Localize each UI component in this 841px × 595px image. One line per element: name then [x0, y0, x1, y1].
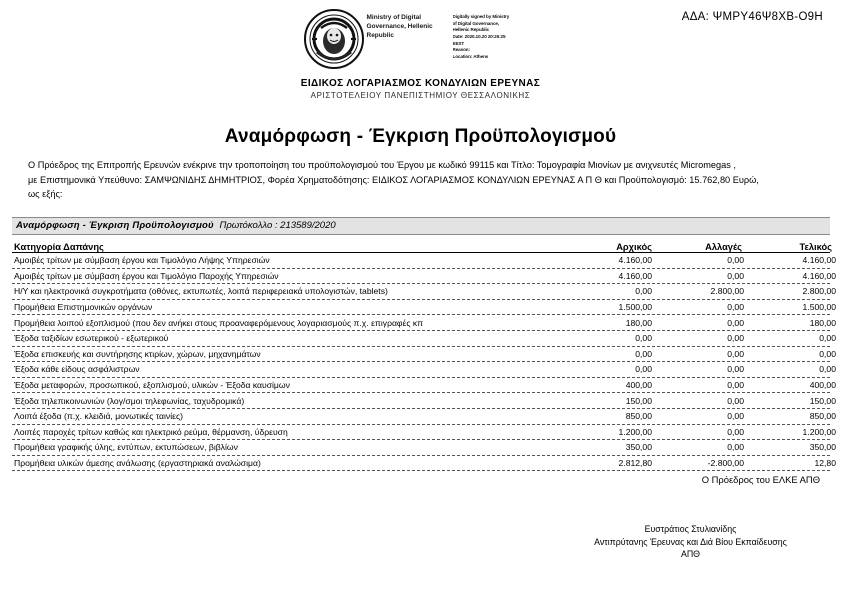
signer-role: Αντιπρύτανης Έρευνας και Διά Βίου Εκπαίδευσης	[594, 536, 787, 547]
stamp-detail-line: Digitally signed by Ministry	[452, 14, 510, 19]
cell-final: 4.160,00	[802, 255, 836, 266]
column-header-changes: Αλλαγές	[705, 242, 742, 252]
stamp-detail-line: Hellenic Republic	[452, 27, 490, 33]
table-row	[12, 347, 836, 363]
cell-initial: 400,00	[625, 380, 652, 391]
signature-block	[0, 523, 841, 561]
column-header-final: Τελικός	[799, 242, 832, 252]
cell-changes: 0,00	[727, 255, 744, 266]
cell-initial: 2.812,80	[618, 458, 652, 469]
cell-final: 12,80	[814, 458, 836, 469]
cell-category: Λοιπά έξοδα (π.χ. κλειδιά, μονωτικές ταινίες)	[14, 411, 183, 422]
table-row	[12, 284, 836, 300]
cell-final: 1.500,00	[802, 302, 836, 313]
table-row	[12, 331, 836, 347]
cell-initial: 850,00	[625, 411, 652, 422]
table-row	[12, 409, 836, 425]
cell-initial: 350,00	[625, 442, 652, 453]
organization-subtitle: ΑΡΙΣΤΟΤΕΛΕΙΟΥ ΠΑΝΕΠΙΣΤΗΜΙΟΥ ΘΕΣΣΑΛΟΝΙΚΗΣ	[310, 91, 531, 100]
table-row	[12, 269, 836, 285]
digital-signature-stamp	[365, 8, 539, 61]
intro-line-3: ως εξής:	[28, 189, 63, 200]
table-column-headers	[12, 235, 830, 253]
column-header-initial: Αρχικός	[616, 242, 652, 252]
president-label: Ο Πρόεδρος του ΕΛΚΕ ΑΠΘ	[701, 474, 820, 485]
cell-changes: -2.800,00	[707, 458, 744, 469]
cell-changes: 0,00	[727, 302, 744, 313]
cell-final: 0,00	[819, 348, 836, 359]
cell-category: Έξοδα μεταφορών, προσωπικού, εξοπλισμού, υλικών - Έξοδα καυσίμων	[14, 380, 290, 391]
cell-initial: 150,00	[625, 395, 652, 406]
cell-category: Αμοιβές τρίτων με σύμβαση έργου και Τιμολόγιο Λήψης Υπηρεσιών	[14, 255, 270, 266]
cell-final: 0,00	[819, 333, 836, 344]
table-band-protocol: Πρωτόκολλο : 213589/2020	[219, 220, 336, 231]
table-band-header	[12, 217, 830, 235]
stamp-detail-line: of Digital Governance,	[452, 20, 500, 26]
cell-final: 1.200,00	[802, 426, 836, 437]
stamp-detail-line: Date: 2020.10.20 20:26:25	[452, 33, 506, 39]
cell-category: Προμήθεια Επιστημονικών οργάνων	[14, 302, 153, 313]
cell-initial: 0,00	[635, 364, 652, 375]
cell-category: Έξοδα ταξιδίων εσωτερικού - εξωτερικού	[14, 333, 169, 344]
cell-changes: 0,00	[727, 317, 744, 328]
cell-category: Αμοιβές τρίτων με σύμβαση έργου και Τιμολόγιο Παροχής Υπηρεσιών	[14, 270, 279, 281]
intro-line-2: με Επιστημονικά Υπεύθυνο: ΣΑΜΨΩΝΙΔΗΣ ΔΗΜΗΤΡΙΟΣ, Φορέα Χρηματοδότησης: ΕΙΔΙΚΟΣ ΛΟΓΑΡΙΑΣΜΟΣ ΚΟΝΔΥΛΙΩΝ ΕΡΕΥΝΑΣ Α Π Θ και Προϋπολογισμό: 15.762,80 Ευρώ,	[28, 174, 759, 185]
cell-final: 850,00	[809, 411, 836, 422]
cell-category: Προμήθεια γραφικής ύλης, εντύπων, εκτυπώσεων, βιβλίων	[14, 442, 238, 453]
cell-initial: 4.160,00	[618, 270, 652, 281]
cell-final: 180,00	[809, 317, 836, 328]
cell-changes: 0,00	[727, 348, 744, 359]
cell-category: Έξοδα επισκευής και συντήρησης κτιρίων, χώρων, μηχανημάτων	[14, 348, 261, 359]
table-row	[12, 362, 836, 378]
organization-name: ΕΙΔΙΚΟΣ ΛΟΓΑΡΙΑΣΜΟΣ ΚΟΝΔΥΛΙΩΝ ΕΡΕΥΝΑΣ	[300, 78, 541, 89]
cell-initial: 0,00	[635, 286, 652, 297]
stamp-signature-details	[453, 14, 539, 61]
hellenic-republic-emblem-icon	[303, 8, 365, 70]
cell-final: 4.160,00	[802, 270, 836, 281]
cell-initial: 1.500,00	[618, 302, 652, 313]
cell-changes: 0,00	[727, 426, 744, 437]
cell-changes: 0,00	[727, 442, 744, 453]
cell-final: 2.800,00	[802, 286, 836, 297]
cell-initial: 180,00	[625, 317, 652, 328]
stamp-authority-name: Ministry of Digital Governance, Hellenic Republic	[366, 14, 433, 39]
table-row	[12, 315, 836, 331]
stamp-detail-line: Location: Athens	[452, 53, 489, 59]
stamp-detail-line: Reason:	[452, 47, 470, 53]
ada-code: ΑΔΑ: ΨΜΡΥ46Ψ8ΧΒ-Ο9Η	[681, 11, 823, 23]
cell-changes: 2.800,00	[710, 286, 744, 297]
table-band-title: Αναμόρφωση - Έγκριση Προϋπολογισμού	[16, 220, 214, 231]
table-row	[12, 440, 836, 456]
column-header-category: Κατηγορία Δαπάνης	[14, 242, 104, 252]
table-row	[12, 393, 836, 409]
budget-table	[12, 217, 836, 471]
cell-initial: 0,00	[635, 333, 652, 344]
cell-final: 400,00	[809, 380, 836, 391]
table-row	[12, 253, 836, 269]
table-row	[12, 425, 836, 441]
cell-category: Η/Υ και ηλεκτρονικά συγκροτήματα (οθόνες, εκτυπωτές, λοιπά περιφερειακά υπολογιστών, tablets)	[14, 286, 388, 297]
cell-changes: 0,00	[727, 380, 744, 391]
cell-category: Λοιπές παροχές τρίτων καθώς και ηλεκτρικό ρεύμα, θέρμανση, ύδρευση	[14, 426, 288, 437]
signer-institution: ΑΠΘ	[680, 549, 701, 560]
cell-final: 150,00	[809, 395, 836, 406]
intro-paragraph	[28, 158, 818, 202]
cell-changes: 0,00	[727, 411, 744, 422]
cell-changes: 0,00	[727, 333, 744, 344]
cell-category: Προμήθεια λοιπού εξοπλισμού (που δεν ανήκει στους προαναφερόμενους λογαριασμούς π.χ. επιγραφές κπ	[14, 317, 424, 328]
emblem-row	[0, 8, 841, 76]
cell-category: Έξοδα τηλεπικοινωνιών (λογ/σμοι τηλεφωνίας, ταχυδρομικά)	[14, 395, 245, 406]
table-row	[12, 378, 836, 394]
signer-name: Ευστράτιος Στυλιανίδης	[644, 524, 737, 534]
cell-changes: 0,00	[727, 364, 744, 375]
cell-changes: 0,00	[727, 270, 744, 281]
intro-line-1: Ο Πρόεδρος της Επιτροπής Ερευνών ενέκρινε την τροποποίηση του προϋπολογισμού του Έργου με κωδικό 99115 και Τίτλο: Τομογραφία Μιονίων με ανιχνευτές Micromegas ,	[28, 160, 736, 170]
cell-initial: 0,00	[635, 348, 652, 359]
page-title: Αναμόρφωση - Έγκριση Προϋπολογισμού	[224, 126, 617, 147]
cell-changes: 0,00	[727, 395, 744, 406]
cell-category: Έξοδα κάθε είδους ασφάλιστρων	[14, 364, 140, 375]
cell-initial: 1.200,00	[618, 426, 652, 437]
table-row	[12, 456, 836, 472]
cell-category: Προμήθεια υλικών άμεσης ανάλωσης (εργαστηριακά αναλώσιμα)	[14, 458, 261, 469]
document-header	[0, 8, 841, 100]
table-row	[12, 300, 836, 316]
cell-final: 350,00	[809, 442, 836, 453]
cell-initial: 4.160,00	[618, 255, 652, 266]
cell-final: 0,00	[819, 364, 836, 375]
stamp-detail-line: EEST	[452, 40, 465, 46]
